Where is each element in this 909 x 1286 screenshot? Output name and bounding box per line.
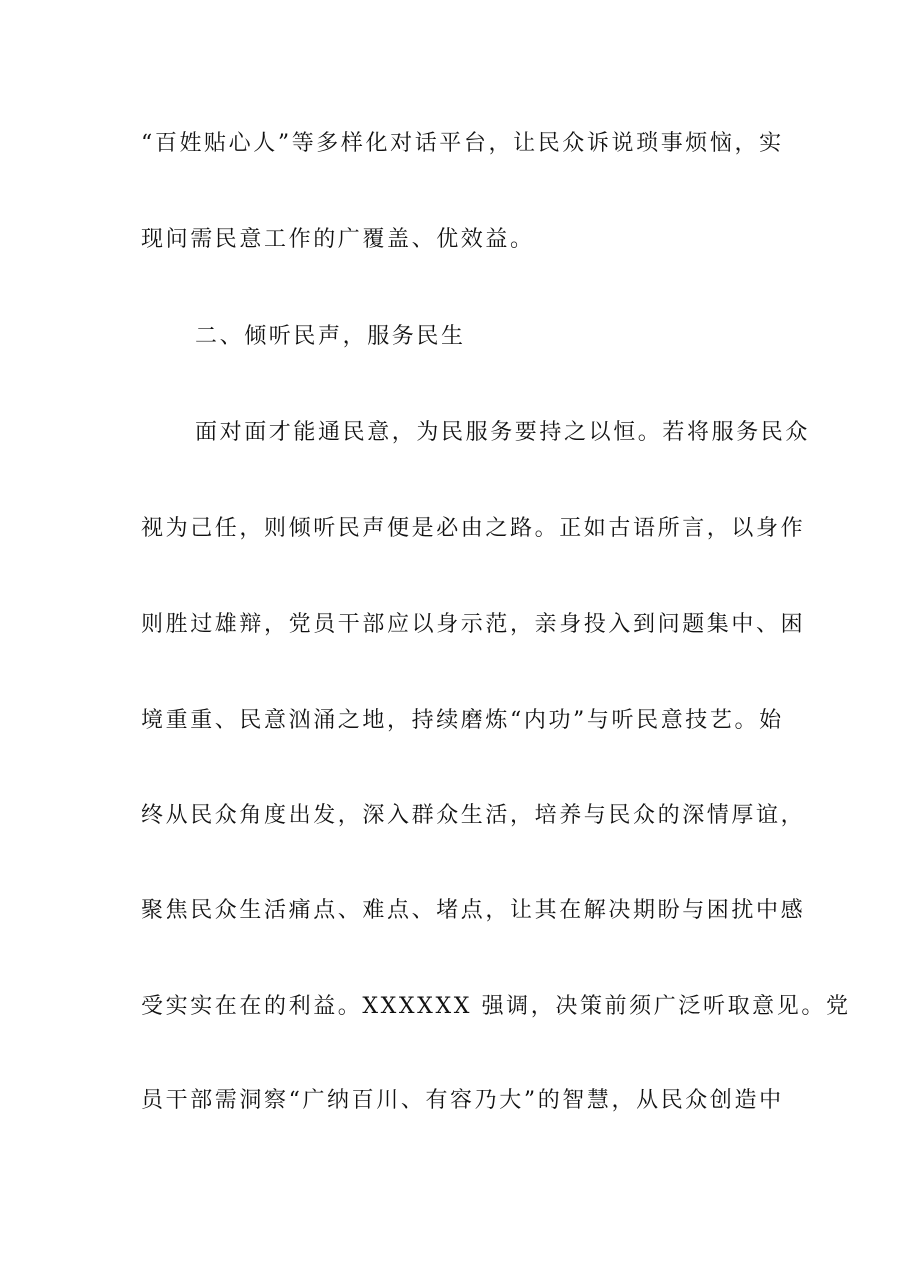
- paragraph-line: 员干部需洞察“广纳百川、有容乃大”的智慧，从民众创造中: [141, 1088, 784, 1113]
- section-heading: 二、倾听民声，服务民生: [195, 324, 466, 349]
- paragraph-line: 终从民众角度出发，深入群众生活，培养与民众的深情厚谊，: [141, 803, 806, 828]
- paragraph-line: 境重重、民意汹涌之地，持续磨炼“内功”与听民意技艺。始: [141, 708, 784, 733]
- paragraph-line: “百姓贴心人”等多样化对话平台，让民众诉说琐事烦恼，实: [141, 131, 784, 156]
- paragraph-line: 聚焦民众生活痛点、难点、堵点，让其在解决期盼与困扰中感: [141, 898, 806, 923]
- paragraph-line: 则胜过雄辩，党员干部应以身示范，亲身投入到问题集中、困: [141, 612, 806, 637]
- paragraph-line: 视为己任，则倾听民声便是必由之路。正如古语所言，以身作: [141, 516, 806, 541]
- paragraph-line: 受实实在在的利益。XXXXXX 强调，决策前须广泛听取意见。党: [141, 994, 851, 1019]
- paragraph-line: 现问需民意工作的广覆盖、优效益。: [141, 227, 535, 252]
- paragraph-line: 面对面才能通民意，为民服务要持之以恒。若将服务民众: [195, 420, 811, 445]
